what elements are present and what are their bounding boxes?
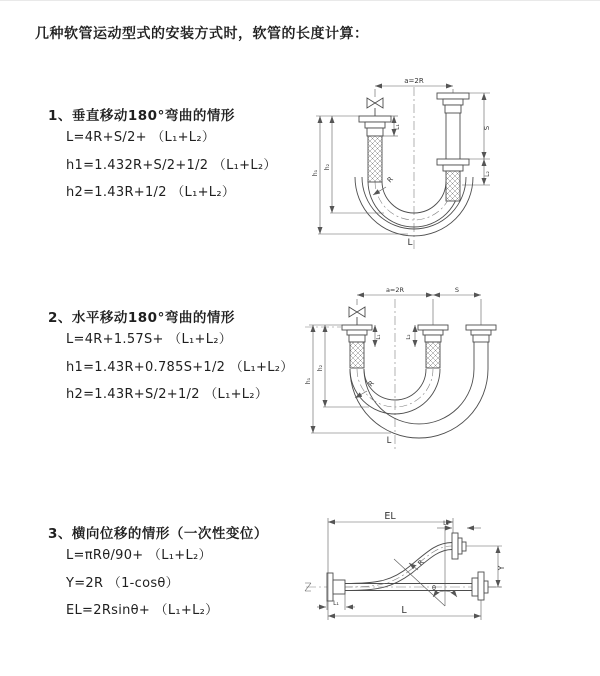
dimension-s (433, 286, 481, 295)
formula-h1: h1=1.43R+0.785S+1/2 （L₁+L₂） (66, 359, 294, 375)
valve-icon (367, 98, 383, 116)
dim-label-h2: h₂ (317, 364, 324, 372)
left-flange (327, 573, 345, 601)
dim-label-h1: h₁ (305, 377, 312, 385)
dimension-a-2r (357, 286, 481, 325)
angle-construction (394, 526, 457, 606)
braided-hose-section (446, 171, 460, 201)
diagram-horizontal-180-bend (303, 283, 598, 455)
dimension-l1-bottom (317, 594, 355, 610)
braided-hose-section (426, 342, 440, 368)
dim-label-l2: L₂ (406, 334, 412, 340)
label-l: L (407, 238, 413, 248)
formula-h1: h1=1.432R+S/2+1/2 （L₁+L₂） (66, 157, 277, 173)
dim-label-s: S (454, 286, 460, 294)
dim-label-a2r: a=2R (385, 286, 405, 294)
section-1 (48, 104, 277, 207)
dim-label-y: Y (497, 565, 506, 571)
braided-hose-section (368, 136, 382, 182)
right-fitting (466, 325, 496, 369)
dim-label-el: EL (384, 511, 396, 522)
label-r: R (416, 558, 426, 568)
section-1-heading: 1、垂直移动180°弯曲的情形 (48, 108, 235, 124)
label-theta: θ (432, 584, 436, 592)
dim-label-s: S (483, 125, 491, 131)
dim-label-l1: L₁ (376, 334, 382, 340)
left-fitting (342, 325, 372, 368)
left-fitting (359, 116, 391, 182)
dim-label-h2: h₂ (324, 163, 331, 171)
dimension-l1-top (437, 520, 481, 528)
braided-hose-section (350, 342, 364, 368)
formula-l: L=4R+1.57S+ （L₁+L₂） (66, 332, 233, 347)
page-title: 几种软管运动型式的安装方式时，软管的长度计算： (35, 26, 369, 42)
diagram-vertical-180-bend (310, 71, 592, 263)
dim-label-l1-top: L₁ (443, 520, 449, 527)
section-3-heading: 3、横向位移的情形（一次性变位） (48, 526, 268, 542)
dim-label-l: L (401, 605, 407, 616)
section-2-heading: 2、水平移动180°弯曲的情形 (48, 310, 235, 326)
lower-right-flange (472, 572, 488, 600)
dimension-l2 (406, 325, 415, 347)
dimension-s (469, 93, 491, 159)
label-r: R (366, 379, 376, 389)
dim-label-l1: L₁ (394, 124, 401, 130)
dimension-el (328, 511, 453, 620)
dim-label-l2: L₂ (484, 171, 491, 177)
section-2 (48, 306, 294, 409)
formula-h2: h2=1.43R+S/2+1/2 （L₁+L₂） (66, 387, 269, 402)
middle-fitting (418, 325, 448, 368)
dimension-l1 (375, 325, 382, 347)
dimension-h1 (305, 325, 391, 433)
valve-icon (349, 307, 365, 325)
label-r: R (385, 175, 395, 185)
section-3 (48, 522, 268, 625)
diagram-lateral-displacement (300, 506, 600, 656)
dimension-l (328, 600, 481, 620)
dimension-h1 (312, 116, 408, 234)
formula-l: L=πRθ/90+ （L₁+L₂） (66, 548, 212, 563)
formula-h2: h2=1.43R+1/2 （L₁+L₂） (66, 185, 236, 200)
formula-y: Y=2R （1-cosθ） (66, 575, 179, 591)
formula-el: EL=2Rsinθ+ （L₁+L₂） (66, 603, 219, 618)
dim-label-h1: h₁ (312, 169, 319, 177)
dim-label-a2r: a=2R (404, 77, 424, 85)
formula-l: L=4R+S/2+ （L₁+L₂） (66, 130, 216, 145)
upper-right-flange (452, 533, 466, 559)
hose-bend-arcs (350, 369, 488, 438)
dim-label-l1-bottom: L₁ (333, 600, 339, 607)
label-l: L (386, 436, 392, 446)
